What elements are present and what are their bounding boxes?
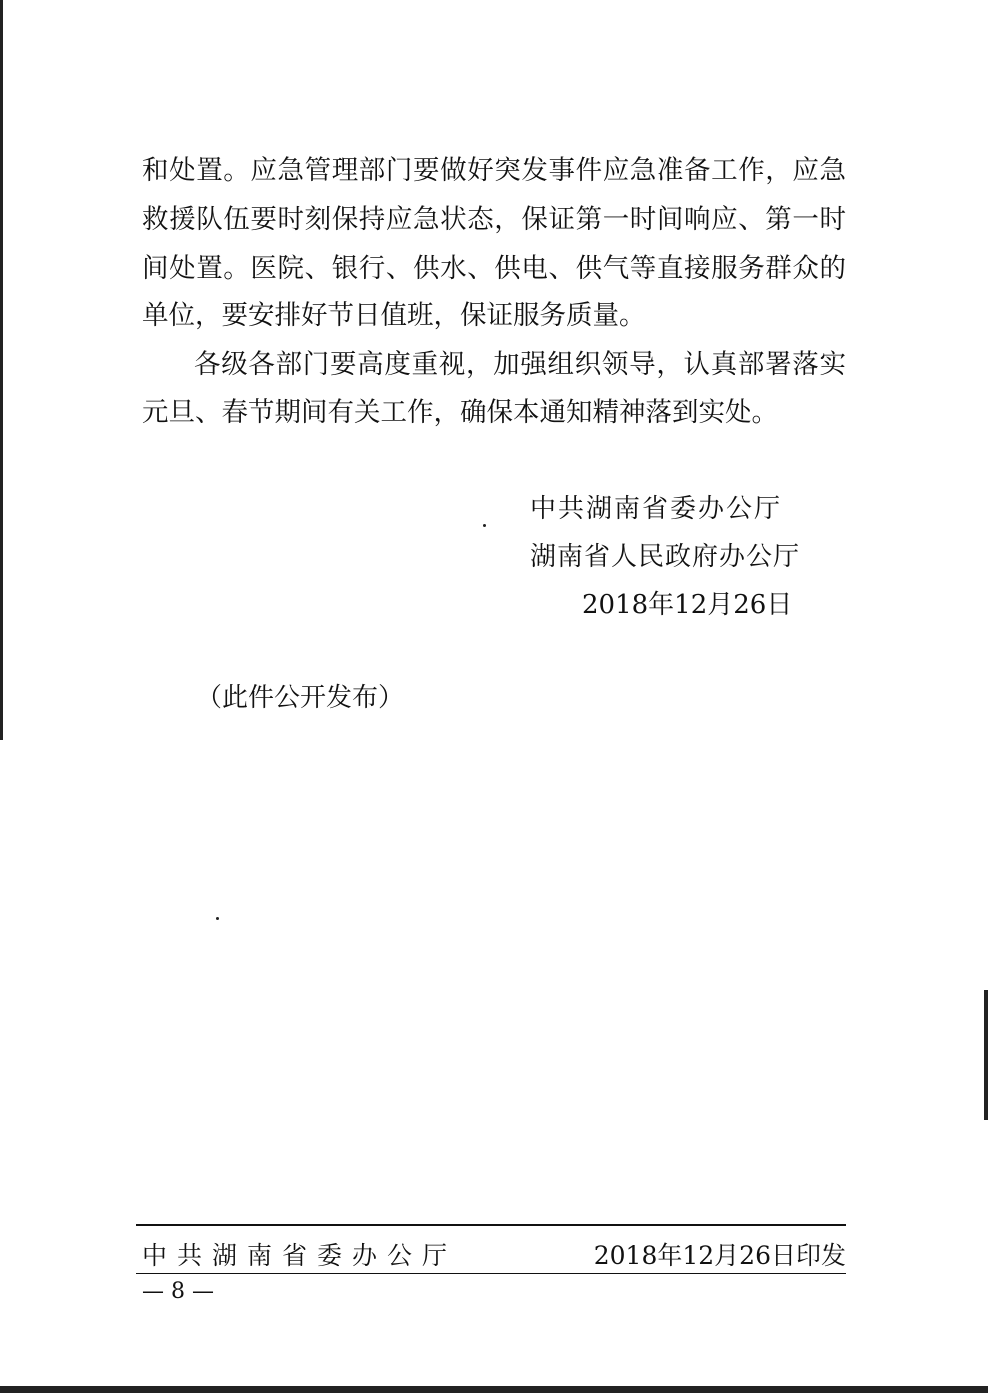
scan-edge-right <box>984 990 988 1120</box>
scan-edge-bottom <box>0 1386 988 1393</box>
page-number: — 8 — <box>142 1279 214 1304</box>
paragraph-1-line-1: 和处置。应急管理部门要做好突发事件应急准备工作，应急 <box>142 155 846 186</box>
paragraph-2-line-1: 各级各部门要高度重视，加强组织领导，认真部署落实 <box>194 349 846 380</box>
paragraph-1-line-2: 救援队伍要时刻保持应急状态，保证第一时间响应、第一时 <box>142 204 846 235</box>
scan-edge-left <box>0 0 3 740</box>
footer-top-rule <box>136 1224 846 1226</box>
scan-speck <box>483 524 486 527</box>
scan-speck <box>216 917 219 920</box>
paragraph-2-line-2: 元旦、春节期间有关工作，确保本通知精神落到实处。 <box>142 397 778 428</box>
paragraph-1-line-3: 间处置。医院、银行、供水、供电、供气等直接服务群众的 <box>142 253 846 284</box>
signature-org-2: 湖南省人民政府办公厅 <box>530 542 801 572</box>
footer-bottom-rule <box>136 1273 846 1274</box>
signature-org-1: 中共湖南省委办公厅 <box>530 494 783 524</box>
paragraph-1-line-4: 单位，要安排好节日值班，保证服务质量。 <box>142 300 646 331</box>
footer-print-date: 2018年12月26日印发 <box>593 1241 846 1270</box>
publication-note: （此件公开发布） <box>196 683 405 713</box>
footer-issuer: 中共湖南省委办公厅 <box>142 1241 458 1270</box>
signature-date: 2018年12月26日 <box>582 590 793 620</box>
